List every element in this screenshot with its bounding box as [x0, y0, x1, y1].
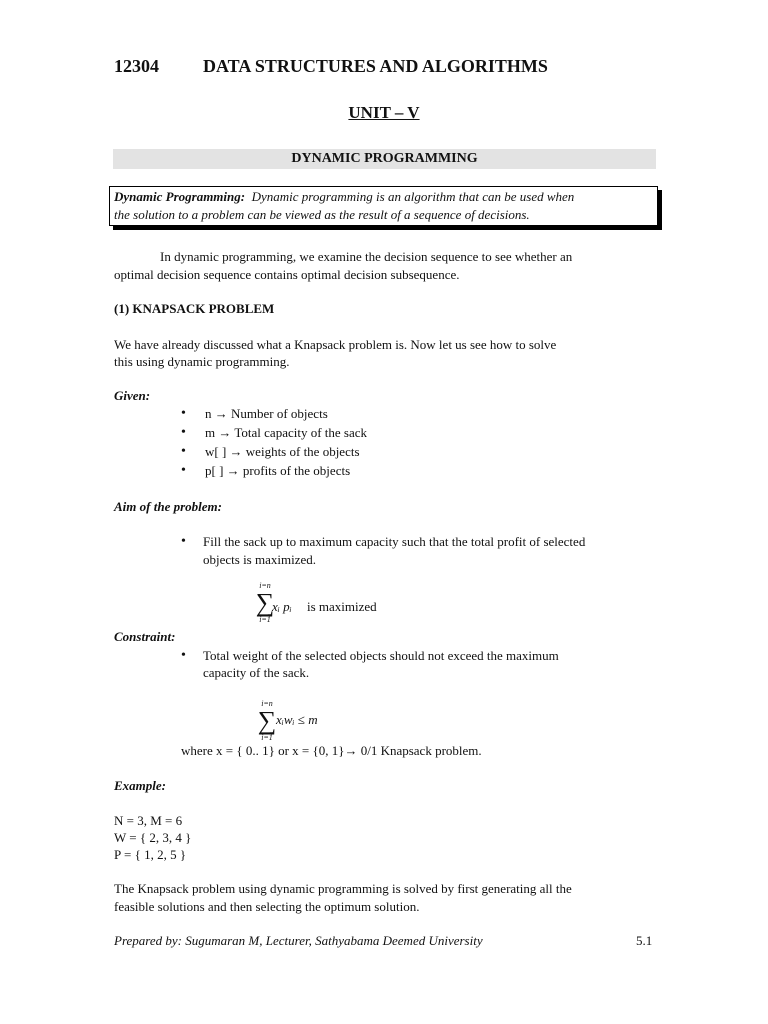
footer-prepared-by: Prepared by: Sugumaran M, Lecturer, Sathyabama Deemed University: [114, 933, 483, 948]
sum1-text: is maximized: [307, 599, 377, 614]
list-item: • n → Number of objects: [181, 405, 367, 424]
list-item: • p[ ] → profits of the objects: [181, 462, 367, 481]
example-line: W = { 2, 3, 4 }: [114, 830, 192, 845]
list-item: • m → Total capacity of the sack: [181, 424, 367, 443]
definition-box: [109, 186, 658, 226]
intro-line-1: In dynamic programming, we examine the decision sequence to see whether an: [160, 249, 573, 264]
aim-line-2: objects is maximized.: [203, 552, 317, 567]
section-title-knapsack: (1) KNAPSACK PROBLEM: [114, 301, 275, 316]
bullet-icon: •: [181, 534, 186, 549]
definition-term: Dynamic Programming:: [114, 189, 246, 204]
bullet-icon: •: [181, 648, 186, 663]
definition-text-1: Dynamic programming is an algorithm that can be used when: [251, 189, 575, 204]
sum1-lower: i=1: [259, 615, 271, 624]
given-list: [181, 405, 367, 481]
constraint-line-2: capacity of the sack.: [203, 665, 310, 680]
sigma-icon: ∑: [257, 706, 277, 735]
course-code: 12304: [114, 56, 159, 76]
example-line: N = 3, M = 6: [114, 813, 183, 828]
sum1-upper: i=n: [259, 581, 271, 590]
course-title: DATA STRUCTURES AND ALGORITHMS: [203, 56, 548, 76]
list-item: • w[ ] → weights of the objects: [181, 443, 367, 462]
unit-heading: [0, 104, 768, 121]
closing-line-1: The Knapsack problem using dynamic programming is solved by first generating all the: [114, 881, 572, 896]
knapsack-intro-line-2: this using dynamic programming.: [114, 354, 290, 369]
intro-line-2: optimal decision sequence contains optimal decision subsequence.: [114, 267, 460, 282]
closing-line-2: feasible solutions and then selecting the optimum solution.: [114, 899, 420, 914]
sum1-term: xᵢ pᵢ: [272, 599, 292, 614]
given-label: Given:: [114, 388, 151, 403]
where-text: where x = { 0.. 1} or x = {0, 1}→ 0/1 Knapsack problem.: [181, 743, 482, 758]
definition-line-1: [114, 188, 653, 206]
sigma-icon: ∑: [255, 588, 275, 617]
constraint-label: Constraint:: [114, 629, 176, 644]
aim-label: Aim of the problem:: [114, 499, 222, 514]
example-label: Example:: [114, 778, 166, 793]
constraint-line-1: Total weight of the selected objects should not exceed the maximum: [203, 648, 559, 663]
definition-line-2: the solution to a problem can be viewed as the result of a sequence of decisions.: [114, 207, 530, 222]
page-number: 5.1: [636, 933, 653, 948]
sum2-term: xᵢwᵢ ≤ m: [276, 712, 318, 727]
unit-label: UNIT – V: [348, 103, 420, 122]
example-line: P = { 1, 2, 5 }: [114, 847, 187, 862]
knapsack-intro-line-1: We have already discussed what a Knapsack problem is. Now let us see how to solve: [114, 337, 557, 352]
sum2-lower: i=1: [261, 733, 273, 742]
aim-line-1: Fill the sack up to maximum capacity such that the total profit of selected: [203, 534, 586, 549]
sum2-upper: i=n: [261, 699, 273, 708]
chapter-banner: DYNAMIC PROGRAMMING: [113, 149, 656, 169]
